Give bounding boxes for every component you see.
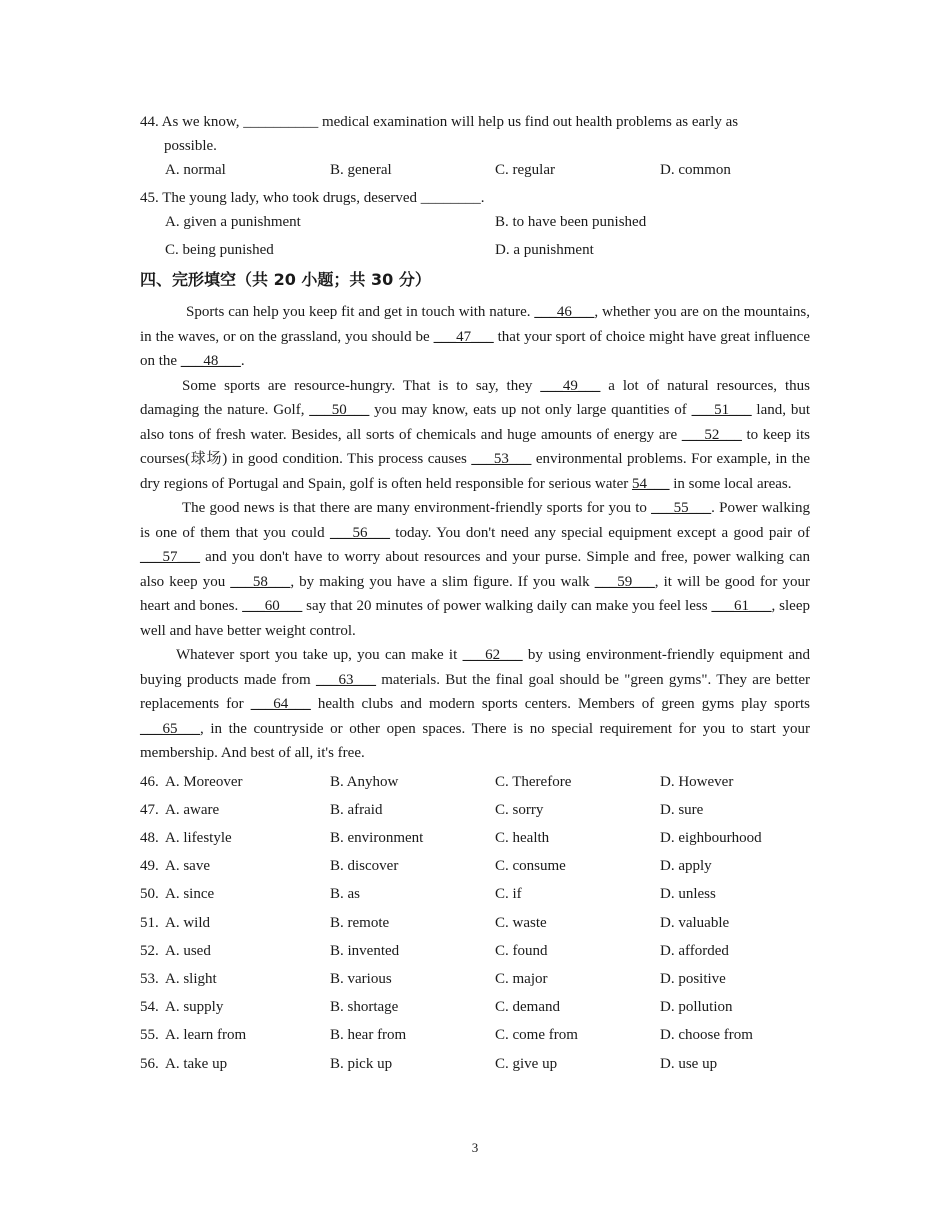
blank-51: ___51___ bbox=[691, 402, 752, 418]
page-number: 3 bbox=[471, 1140, 479, 1155]
answer-options-table bbox=[140, 768, 810, 1078]
option-a: A. normal bbox=[165, 162, 226, 178]
question-44-stem: 44. As we know, __________ medical examination will help us find out health problems as early as bbox=[140, 114, 739, 130]
answer-row: 51. A. wild B. remote C. waste D. valuable bbox=[140, 914, 730, 931]
passage-paragraph-1: Sports can help you keep fit and get in touch with nature. ___46___, whether you are on the mountains, in the waves, or on the grassland, you should be ___47___ that your sport of choice might have great influence on the ___48___. bbox=[140, 304, 811, 369]
blank-63: ___63___ bbox=[315, 671, 376, 688]
exam-page bbox=[140, 110, 810, 1078]
answer-row: 47. A. aware B. afraid C. sorry D. sure bbox=[140, 801, 704, 818]
answer-row: 53. A. slight B. various C. major D. positive bbox=[140, 970, 726, 987]
option-a: A. given a punishment bbox=[165, 214, 301, 230]
answer-row: 46. A. Moreover B. Anyhow C. Therefore D. However bbox=[140, 773, 734, 790]
blank-58: ___58___ bbox=[230, 573, 291, 590]
blank-52: ___52___ bbox=[681, 426, 742, 443]
passage-paragraph-3: The good news is that there are many environment-friendly sports for you to ___55___. Power walking is one of them that you could ___56___ today. You don't need any special equipment except a good pair of ___57___ and you don't have to worry about resources and your purse. Simple and free, power walking can also keep you ___58___, by making you have a slim figure. If you walk ___59___, it will be good for your heart and bones. ___60___ say that 20 minutes of power walking daily can make you feel less ___61___, sleep well and have better weight control. bbox=[140, 500, 811, 639]
blank-60: ___60___ bbox=[242, 598, 303, 614]
answer-row: 55. A. learn from B. hear from C. come from D. choose from bbox=[140, 1027, 753, 1044]
answer-row: 54. A. supply B. shortage C. demand D. pollution bbox=[140, 999, 733, 1016]
blank-57: ___57___ bbox=[140, 549, 200, 565]
answer-row: 52. A. used B. invented C. found D. afforded bbox=[140, 942, 729, 959]
option-d: D. common bbox=[660, 162, 731, 178]
blank-59: ___59___ bbox=[594, 573, 655, 590]
question-45-options-row1 bbox=[140, 210, 810, 234]
answer-row: 56. A. take up B. pick up C. give up D. use up bbox=[140, 1055, 718, 1072]
blank-49: ___49___ bbox=[540, 377, 601, 394]
blank-62: ___62___ bbox=[462, 647, 523, 663]
answer-row: 49. A. save B. discover C. consume D. apply bbox=[140, 858, 712, 875]
blank-56: ___56___ bbox=[329, 524, 390, 541]
blank-54: 54___ bbox=[631, 475, 670, 492]
section-title: 四、完形填空（共 20 小题；共 30 分） bbox=[140, 270, 431, 289]
blank-46: ___46___ bbox=[534, 304, 595, 320]
blank-47: ___47___ bbox=[433, 328, 494, 345]
blank-65: ___65___ bbox=[140, 720, 200, 737]
blank-53: ___53___ bbox=[471, 451, 532, 467]
option-c: C. regular bbox=[495, 162, 555, 178]
question-44 bbox=[140, 110, 810, 182]
passage-paragraph-2: Some sports are resource-hungry. That is to say, they ___49___ a lot of natural resources, thus damaging the nature. Golf, ___50___ you may know, eats up not only large quantities of ___51___ land, but also tons of fresh water. Besides, all sorts of chemicals and huge amounts of energy are ___52___ to keep its courses(球场) in good condition. This process causes ___53___ environmental problems. For example, in the dry regions of Portugal and Spain, golf is often held responsible for serious water 54___ in some local areas. bbox=[140, 377, 811, 492]
blank-48: ___48___ bbox=[180, 353, 241, 369]
option-b: B. to have been punished bbox=[495, 214, 647, 230]
question-44-stem-cont: possible. bbox=[164, 138, 217, 154]
blank-55: ___55___ bbox=[651, 500, 712, 516]
blank-64: ___64___ bbox=[250, 696, 311, 712]
option-c: C. being punished bbox=[165, 242, 274, 258]
option-d: D. a punishment bbox=[495, 242, 594, 258]
question-45-options-row2 bbox=[140, 238, 810, 262]
passage-paragraph-4: Whatever sport you take up, you can make it ___62___ by using environment-friendly equipment and buying products made from ___63___ materials. But the final goal should be "green gyms". They are better replacements for ___64___ health clubs and modern sports centers. Members of green gyms play sports ___65___, in the countryside or other open spaces. There is no special requirement for you to start your membership. And best of all, it's free. bbox=[140, 647, 811, 761]
blank-61: ___61___ bbox=[711, 598, 772, 614]
option-b: B. general bbox=[330, 162, 392, 178]
answer-row: 48. A. lifestyle B. environment C. health D. eighbourhood bbox=[140, 829, 762, 846]
question-45 bbox=[140, 186, 810, 262]
question-45-stem: 45. The young lady, who took drugs, deserved ________. bbox=[140, 190, 485, 206]
question-44-options bbox=[140, 158, 810, 182]
answer-row: 50. A. since B. as C. if D. unless bbox=[140, 886, 716, 903]
blank-50: ___50___ bbox=[309, 402, 370, 418]
